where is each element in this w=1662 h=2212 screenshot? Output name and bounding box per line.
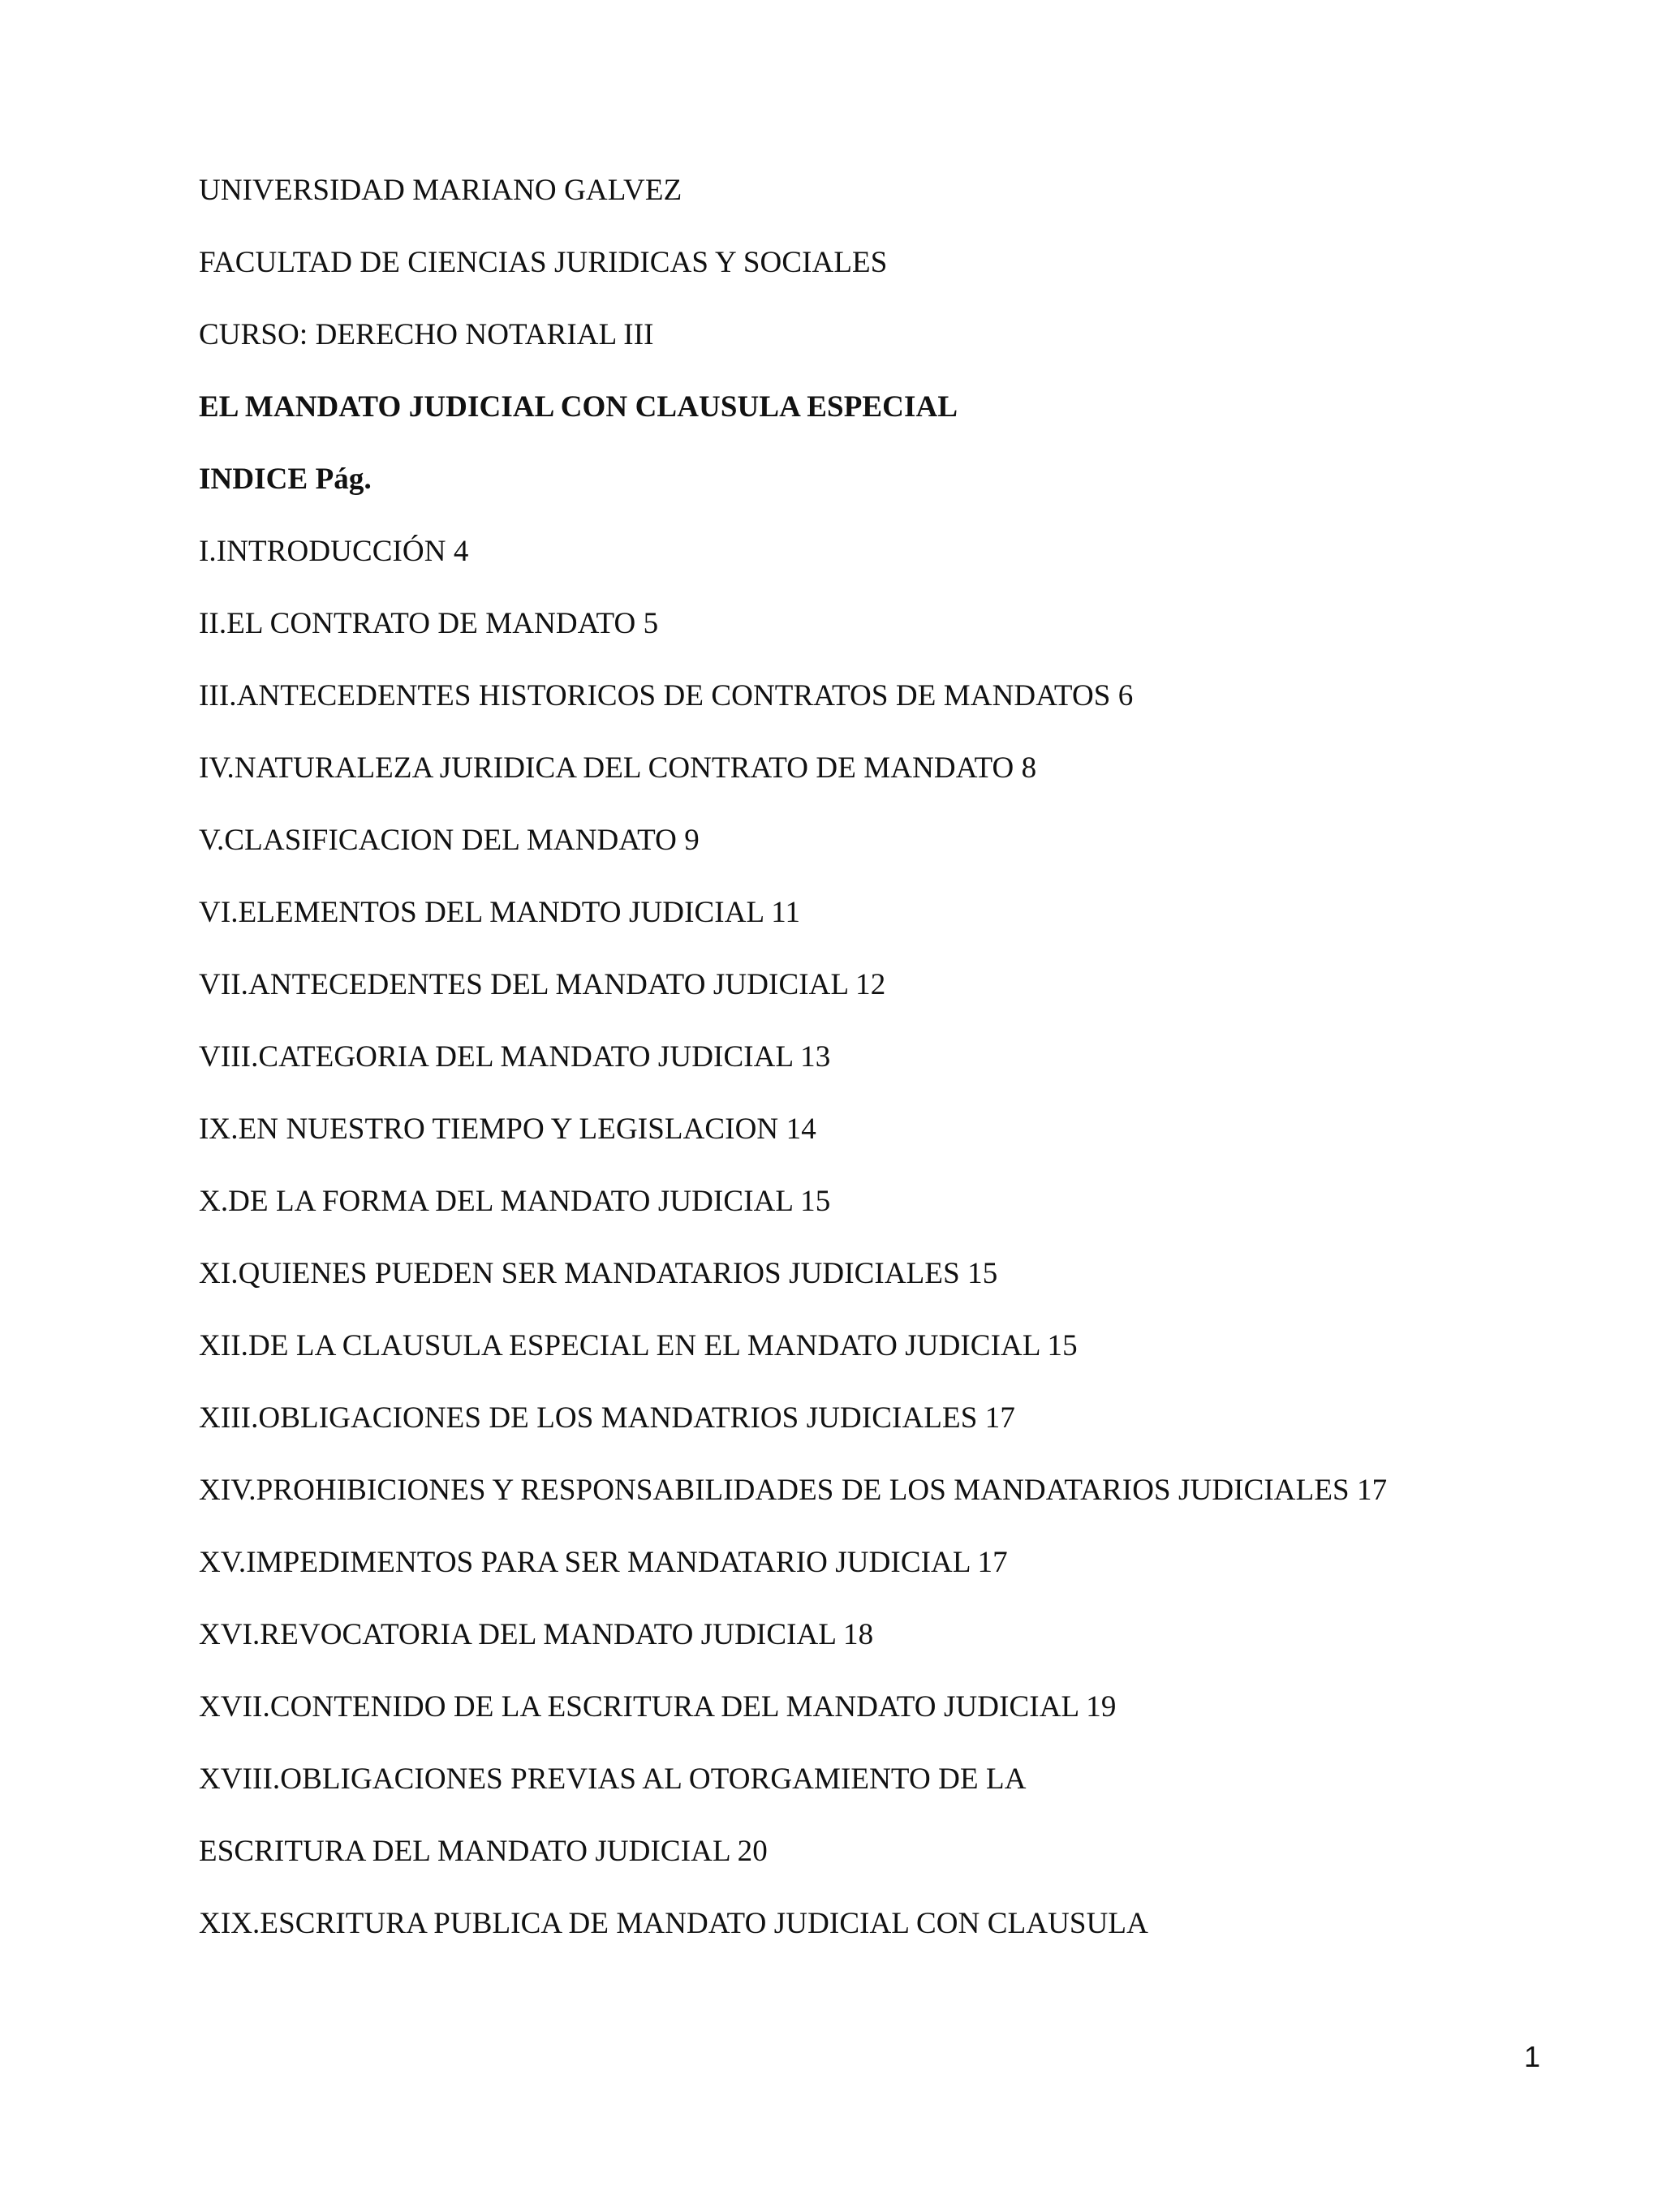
index-entry: III.ANTECEDENTES HISTORICOS DE CONTRATOS DE MANDATOS 6	[199, 679, 1134, 712]
index-entry: XV.IMPEDIMENTOS PARA SER MANDATARIO JUDICIAL 17	[199, 1546, 1008, 1579]
faculty-name: FACULTAD DE CIENCIAS JURIDICAS Y SOCIALES	[199, 246, 888, 279]
index-entry: ESCRITURA DEL MANDATO JUDICIAL 20	[199, 1835, 768, 1868]
index-entry: XII.DE LA CLAUSULA ESPECIAL EN EL MANDATO JUDICIAL 15	[199, 1329, 1078, 1362]
index-entry: XVI.REVOCATORIA DEL MANDATO JUDICIAL 18	[199, 1618, 874, 1651]
course-name: CURSO: DERECHO NOTARIAL III	[199, 318, 654, 351]
index-entry: XVII.CONTENIDO DE LA ESCRITURA DEL MANDATO JUDICIAL 19	[199, 1690, 1117, 1724]
index-entry: II.EL CONTRATO DE MANDATO 5	[199, 607, 659, 640]
index-entry: XIV.PROHIBICIONES Y RESPONSABILIDADES DE LOS MANDATARIOS JUDICIALES 17	[199, 1474, 1388, 1507]
document-title: EL MANDATO JUDICIAL CON CLAUSULA ESPECIAL	[199, 390, 958, 424]
index-entry: XIII.OBLIGACIONES DE LOS MANDATRIOS JUDICIALES 17	[199, 1401, 1015, 1435]
index-entry: XIX.ESCRITURA PUBLICA DE MANDATO JUDICIAL CON CLAUSULA	[199, 1907, 1148, 1940]
index-entry: IX.EN NUESTRO TIEMPO Y LEGISLACION 14	[199, 1112, 816, 1146]
index-entry: VI.ELEMENTOS DEL MANDTO JUDICIAL 11	[199, 896, 801, 929]
page-number: 1	[1523, 2040, 1540, 2073]
index-entry: I.INTRODUCCIÓN 4	[199, 535, 469, 568]
index-entry: VII.ANTECEDENTES DEL MANDATO JUDICIAL 12	[199, 968, 886, 1001]
index-entry: IV.NATURALEZA JURIDICA DEL CONTRATO DE MANDATO 8	[199, 751, 1037, 785]
index-entry: V.CLASIFICACION DEL MANDATO 9	[199, 824, 700, 857]
index-entry: X.DE LA FORMA DEL MANDATO JUDICIAL 15	[199, 1185, 831, 1218]
table-of-contents	[199, 530, 1530, 1974]
document-content	[199, 169, 1530, 1974]
index-entry: XI.QUIENES PUEDEN SER MANDATARIOS JUDICIALES 15	[199, 1257, 998, 1290]
index-entry: XVIII.OBLIGACIONES PREVIAS AL OTORGAMIENTO DE LA	[199, 1762, 1027, 1796]
university-name: UNIVERSIDAD MARIANO GALVEZ	[199, 174, 682, 207]
index-entry: VIII.CATEGORIA DEL MANDATO JUDICIAL 13	[199, 1040, 831, 1074]
index-heading: INDICE Pág.	[199, 463, 372, 496]
